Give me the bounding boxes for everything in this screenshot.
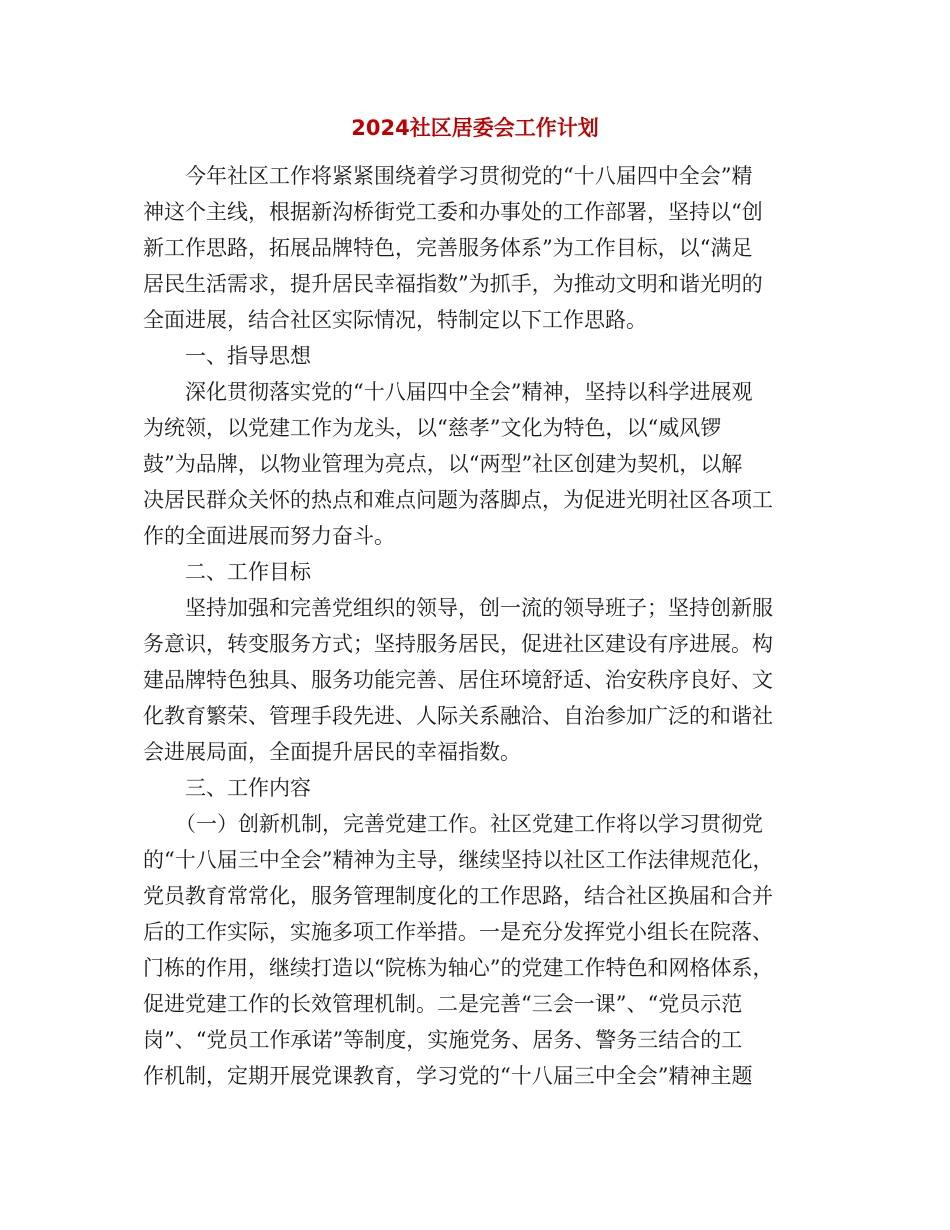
paragraph-line: 全面进展，结合社区实际情况，特制定以下工作思路。 [143, 308, 647, 332]
paragraph-line: 促进党建工作的长效管理机制。二是完善“三会一课”、“党员示范 [143, 992, 743, 1016]
paragraph-line: 今年社区工作将紧紧围绕着学习贯彻党的“十八届四中全会”精 [185, 164, 753, 188]
paragraph-line: 鼓”为品牌，以物业管理为亮点，以“两型”社区创建为契机，以解 [143, 452, 743, 476]
document-title: 2024社区居委会工作计划 [351, 116, 599, 140]
paragraph-line: 岗”、“党员工作承诺”等制度，实施党务、居务、警务三结合的工 [143, 1028, 743, 1052]
paragraph-line: 务意识，转变服务方式；坚持服务居民，促进社区建设有序进展。构 [143, 632, 773, 656]
paragraph-line: 后的工作实际，实施多项工作举措。一是充分发挥党小组长在院落、 [143, 920, 773, 944]
paragraph-line: 深化贯彻落实党的“十八届四中全会”精神，坚持以科学进展观 [185, 380, 753, 404]
section-heading: 一、指导思想 [185, 344, 311, 368]
paragraph-line: 居民生活需求，提升居民幸福指数”为抓手，为推动文明和谐光明的 [143, 272, 763, 296]
section-heading: 二、工作目标 [185, 560, 311, 584]
paragraph-line: 新工作思路，拓展品牌特色，完善服务体系”为工作目标，以“满足 [143, 236, 753, 260]
section-heading: 三、工作内容 [185, 776, 311, 800]
paragraph-line: 的“十八届三中全会”精神为主导，继续坚持以社区工作法律规范化， [143, 848, 774, 872]
paragraph-line: 为统领，以党建工作为龙头，以“慈孝”文化为特色，以“威风锣 [143, 416, 722, 440]
paragraph-line: 建品牌特色独具、服务功能完善、居住环境舒适、治安秩序良好、文 [143, 668, 773, 692]
paragraph-line: 神这个主线，根据新沟桥街党工委和办事处的工作部署，坚持以“创 [143, 200, 763, 224]
paragraph-line: （一）创新机制，完善党建工作。社区党建工作将以学习贯彻党 [175, 812, 763, 836]
paragraph-line: 党员教育常常化，服务管理制度化的工作思路，结合社区换届和合并 [143, 884, 773, 908]
paragraph-line: 决居民群众关怀的热点和难点问题为落脚点，为促进光明社区各项工 [143, 488, 773, 512]
paragraph-line: 化教育繁荣、管理手段先进、人际关系融洽、自治参加广泛的和谐社 [143, 704, 773, 728]
paragraph-line: 作的全面进展而努力奋斗。 [143, 524, 395, 548]
paragraph-line: 坚持加强和完善党组织的领导，创一流的领导班子；坚持创新服 [185, 596, 773, 620]
paragraph-line: 作机制，定期开展党课教育，学习党的“十八届三中全会”精神主题 [143, 1064, 753, 1088]
paragraph-line: 门栋的作用，继续打造以“院栋为轴心”的党建工作特色和网格体系， [143, 956, 774, 980]
paragraph-line: 会进展局面，全面提升居民的幸福指数。 [143, 740, 521, 764]
